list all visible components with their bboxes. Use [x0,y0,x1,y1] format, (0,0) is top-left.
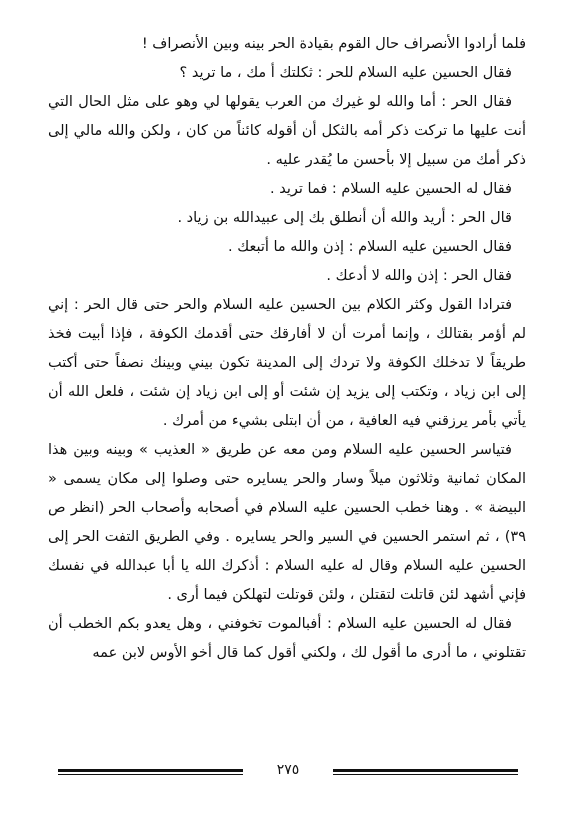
page-footer [58,758,518,782]
paragraph-6: فقال الحسين عليه السلام : إذن والله ما أتبعك . [228,239,512,255]
paragraph-8: فترادا القول وكثر الكلام بين الحسين عليه السلام والحر حتى قال الحر : إني لم أؤمر بقتالك ، وإنما أمرت أن لا أفارقك حتى أقدمك الكوفة ، فإذا أبيت فخذ طريقاً لا تدخلك الكوفة ولا تردك إلى المدينة تكون بيني وبينك نصفاً حتى أكتب إلى ابن زياد ، وتكتب إلى يزيد إن شئت أو إلى ابن زياد إن شئت ، فلعل الله أن يأتي بأمر يرزقني فيه العافية ، من أن ابتلى بشيء من أمرك . [48,297,526,429]
paragraph-3: فقال الحر : أما والله لو غيرك من العرب يقولها لي وهو على مثل الحال التي أنت عليها ما تركت ذكر أمه بالثكل أن أقوله كائناً من كان ، ولكن والله مالي إلى ذكر أمك من سبيل إلا بأحسن ما يُقدر عليه . [48,94,526,168]
paragraph-10: فقال له الحسين عليه السلام : أفبالموت تخوفني ، وهل يعدو بكم الخطب أن تقتلوني ، ما أدرى ما أقول لك ، ولكني أقول كما قال أخو الأوس لابن عمه [48,616,526,661]
paragraph-5: قال الحر : أريد والله أن أنطلق بك إلى عبيدالله بن زياد . [177,210,512,226]
body-text [48,30,526,668]
paragraph-1: فلما أرادوا الأنصراف حال القوم بقيادة الحر بينه وبين الأنصراف ! [141,36,526,52]
paragraph-9: فتياسر الحسين عليه السلام ومن معه عن طريق « العذيب » وبينه وبين هذا المكان ثمانية وثلاثون ميلاً وسار والحر يسايره حتى وصلوا إلى مكان يسمى « البيضة » . وهنا خطب الحسين عليه السلام في أصحابه وأصحاب الحر (انظر ص ٣٩) ، ثم استمر الحسين في السير والحر يسايره . وفي الطريق التفت الحر إلى الحسين عليه السلام وقال له عليه السلام : أذكرك الله يا أبا عبدالله في نفسك فإني أشهد لئن قاتلت لتقتلن ، ولئن قوتلت لتهلكن فيما أرى . [48,442,526,603]
paragraph-2: فقال الحسين عليه السلام للحر : ثكلتك أ مك ، ما تريد ؟ [179,65,512,81]
paragraph-4: فقال له الحسين عليه السلام : فما تريد . [270,181,512,197]
paragraph-7: فقال الحر : إذن والله لا أدعك . [326,268,512,284]
page-number: ٢٧٥ [276,762,300,778]
